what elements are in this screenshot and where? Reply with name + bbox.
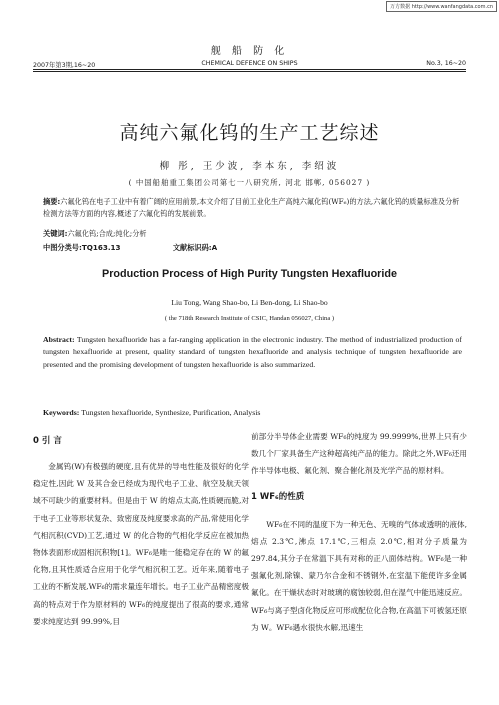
issue-row	[33, 60, 466, 70]
abstract-cn-text: 六氟化钨在电子工业中有着广阔的应用前景,本文介绍了目前工业化生产高纯六氟化钨(WF₆)的方法,六氟化钨的质量标准及分析检测方法等方面的内容,概述了六氟化钨的发展前景。	[43, 197, 460, 218]
body-column-left	[33, 434, 249, 630]
abstract-cn-label: 摘要:	[43, 197, 61, 206]
issue-left: 2007年第3期,16~20	[33, 62, 96, 69]
abstract-cn	[43, 196, 462, 220]
clc-label: 中图分类号:	[43, 243, 82, 252]
doc-code: A	[211, 243, 218, 252]
introduction-paragraph: 金属钨(W)有极强的硬度,且有优异的导电性能及很好的化学稳定性,因此 W 及其合金已经成为现代电子工业、航空及航天领域不可缺少的重要材料。但是由于 W 的熔点太高,性质硬而脆,对于电子工业等形状复杂、致密度及纯度要求高的产品,常使用化学气相沉积(CVD)工艺,通过 W 的化合物的气相化学反应在被加热物体表面形成固相沉积物[1]。WF₆是唯一能稳定存在的 W 的氟化物,且其性质适合应用于化学气相沉积工艺。近年来,随着电子工业的不断发展,WF₆的需求量连年增长。电子工业产品精密度极高的特点对于作为原材料的 WF₆的纯度提出了很高的要求,通常要求纯度达到 99.99%,目	[33, 462, 249, 626]
issue-right: No.3, 16~20	[426, 60, 466, 67]
keywords-cn-label: 关键词:	[43, 229, 68, 238]
article-title-en: Production Process of High Purity Tungsten Hexafluoride	[102, 268, 397, 280]
article-title-cn: 高纯六氟化钨的生产工艺综述	[119, 122, 380, 144]
authors-cn: 柳 彤, 王少波, 李本东, 李绍波	[159, 161, 340, 172]
abstract-en-label: Abstract:	[43, 335, 75, 344]
abstract-en	[43, 334, 462, 371]
classification-line	[43, 243, 217, 253]
abstract-en-text: Tungsten hexafluoride has a far-ranging application in the electronic industry. The method of industrialized production of tungsten hexafluoride at present, quality standard of tungsten hexafluoride and analysis technique of tungsten hexafluoride are presented and the promising development of tungsten hexafluoride is also summarized.	[43, 335, 463, 369]
section-heading-properties: 1 WF₆的性质	[251, 491, 305, 502]
header-rule	[33, 71, 466, 72]
affiliation-en: ( the 718th Research Institute of CSIC, Handan 056027, China )	[164, 315, 335, 322]
keywords-cn-text: 六氟化钨;合成;纯化;分析	[67, 229, 147, 238]
properties-paragraph: WF₆在不同的温度下为一种无色、无嗅的气体或透明的液体,熔点 2.3℃,沸点 17.1℃,三相点 2.0℃,相对分子质量为 297.84,其分子在常温下具有对称的正八面体结构。WF₆是一种强氟化剂,除镍、蒙乃尔合金和不锈钢外,在室温下能使许多金属氟化。在干燥状态时对玻璃的腐蚀较弱,但在湿气中能迅速反应。WF₆与离子型卤化物反应可形成配位化合物,在高温下可被氢还原为 W。WF₆遇水很快水解,迅速生	[251, 519, 467, 632]
section-heading-introduction: 0 引 言	[33, 436, 62, 446]
authors-en: Liu Tong, Wang Shao-bo, Li Ben-dong, Li Shao-bo	[171, 298, 328, 307]
body-column-right	[251, 428, 467, 636]
clc-code: TQ163.13	[81, 243, 121, 252]
introduction-continuation: 前部分半导体企业需要 WF₆的纯度为 99.9999%,世界上只有少数几个厂家具备生产这种超高纯产品的能力。除此之外,WF₆还用作半导体电极、氟化剂、聚合催化剂及光学产品的原材料。	[251, 432, 467, 476]
keywords-en-label: Keywords:	[43, 408, 80, 417]
watermark-stamp: 万方数据 http://www.wanfangdata.com.cn	[386, 1, 497, 12]
keywords-en-text: Tungsten hexafluoride, Synthesize, Purification, Analysis	[81, 408, 261, 417]
doc-code-label: 文献标识码:	[172, 243, 212, 252]
journal-title: 舰 船 防 化	[210, 46, 289, 57]
journal-title-en: CHEMICAL DEFENCE ON SHIPS	[201, 60, 298, 67]
affiliation-cn: ( 中国船舶重工集团公司第七一八研究所, 河北 邯郸, 056027 )	[128, 178, 371, 187]
keywords-en	[43, 408, 462, 417]
keywords-cn	[43, 229, 147, 239]
